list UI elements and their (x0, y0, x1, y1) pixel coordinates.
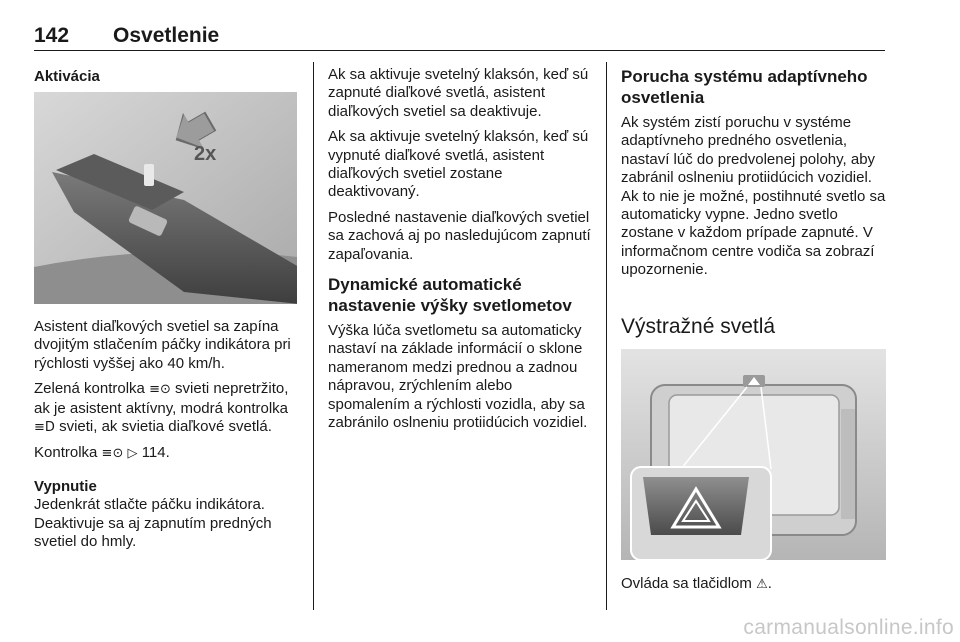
paragraph-flash-off: Ak sa aktivuje svetelný klaksón, keď sú vypnuté diaľkové svetlá, asistent diaľkových svetiel zostane deaktivovaný. (328, 128, 589, 201)
paragraph-indicator-lamps (34, 380, 304, 437)
heading-activation: Aktivácia (34, 68, 100, 85)
indicator-stalk-illustration (34, 92, 297, 304)
paragraph-assist-activation: Asistent diaľkových svetiel sa zapína dvojitým stlačením páčky indikátora pri rýchlosti vyššej ako 40 km/h. (34, 318, 291, 372)
heading-deactivation: Vypnutie (34, 477, 97, 495)
heading-hazard-lights: Výstražné svetlá (621, 315, 776, 338)
paragraph-deactivation: Jedenkrát stlačte páčku indikátora. Deaktivuje sa aj zapnutím predných svetiel do hmly. (34, 496, 272, 551)
column-divider-1 (313, 62, 314, 610)
text-hazard-control: Ovláda sa tlačidlom (621, 575, 752, 592)
header-divider (34, 50, 885, 51)
high-beam-assist-icon: ≡⊙ (149, 382, 171, 398)
page-reference[interactable]: 114. (141, 444, 170, 462)
page-reference-icon: ▷ (127, 446, 138, 462)
text-lamp-label: Kontrolka (34, 444, 98, 462)
paragraph-hazard-control (621, 575, 886, 594)
text-period: . (767, 575, 772, 592)
text-lamp-continuous: svieti nepretržito, ak je asistent aktívny, modrá kontrolka (34, 380, 289, 417)
high-beam-assist-icon: ≡⊙ (101, 446, 124, 462)
paragraph-flash-on: Ak sa aktivuje svetelný klaksón, keď sú zapnuté diaľkové svetlá, asistent diaľkových svetiel sa deaktivuje. (328, 66, 589, 120)
text-green-lamp: Zelená kontrolka (34, 380, 145, 398)
heading-adaptive-fault: Porucha systému adaptívneho osvetlenia (621, 67, 868, 107)
figure-label-2x: 2x (194, 143, 217, 165)
page-title: Osvetlenie (113, 24, 220, 47)
paragraph-adaptive-fault: Ak systém zistí poruchu v systéme adaptívneho predného osvetlenia, nastaví lúč do predvolenej polohy, aby zabránil oslneniu protiidúcich vozidiel. Ak to nie je možné, postihnuté svetlo sa automaticky vypne. Jedno svetlo zostane v každom prípade zapnuté. V informačnom centre vodiča sa zobrazí upozornenie. (621, 114, 886, 279)
paragraph-dynamic-leveling: Výška lúča svetlometu sa automaticky nastaví na základe informácií o sklone nameranom medzi prednou a zadnou nápravou, zrýchlením alebo spomalením a rýchlosti vozidla, aby sa zabránilo oslneniu protiidúcich vozidiel. (328, 322, 588, 432)
hazard-triangle-icon: ⚠ (756, 577, 768, 592)
page-number: 142 (34, 24, 70, 47)
hazard-button-illustration (621, 349, 886, 560)
column-divider-2 (606, 62, 607, 610)
watermark: carmanualsonline.info (743, 616, 954, 639)
paragraph-lamp-reference (34, 444, 304, 463)
text-lamp-high-beam: svieti, ak svietia diaľkové svetlá. (59, 418, 272, 436)
heading-dynamic-leveling: Dynamické automatické nastavenie výšky svetlometov (328, 275, 572, 316)
high-beam-icon: ≡D (34, 420, 55, 436)
paragraph-last-setting: Posledné nastavenie diaľkových svetiel sa zachová aj po nasledujúcom zapnutí zapaľovania. (328, 208, 591, 263)
